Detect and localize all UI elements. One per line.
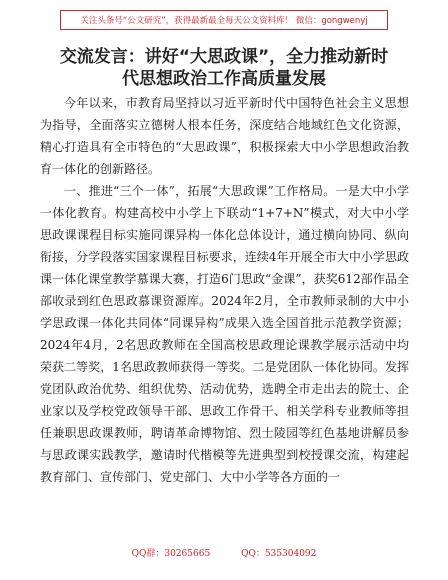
title-line-1: 交流发言：讲好“大思政课”，全力推动新时 (59, 47, 389, 67)
footer (0, 546, 448, 559)
paragraph: 一、推进“三个一体”，拓展“大思政课”工作格局。一是大中小学一体化教育。构建高校中小学上下联动“1+7+N”模式，对大中小学思政课课程目标实施同课异构一体化总体设计，通过横向协同、纵向衔接，分学段落实国家课程目标要求，连续4年开展全市大中小学思政课一体化课堂教学慕课大赛，打造6门思政“金课”，获奖612部作品全部收录到红色思政慕课资源库。2024年2月，全市教师录制的大中小学思政课一体化共同体“同课异构”成果入选全国首批示范教学资源；2024年4月，2名思政教师在全国高校思政理论课教学展示活动中均荣获二等奖，1名思政教师获得一等奖。二是党团队一体化协同。发挥党团队政治优势、组织优势、活动优势，选聘全市走出去的院士、企业家以及学校党政领导干部、思政工作骨干、相关学科专业教师等担任兼职思政课教师，聘请革命博物馆、烈士陵园等红色基地讲解员参与思政课实践教学，邀请时代楷模等先进典型到校授课交流，构建起教育部门、宣传部门、党史部门、大中小学等各方面的一 (40, 184, 409, 484)
paragraph: 今年以来，市教育局坚持以习近平新时代中国特色社会主义思想为指导，全面落实立德树人根本任务，深度结合地域红色文化资源，精心打造具有全市特色的“大思政课”，积极探索大中小学思想政治教育一体化的创新路径。 (40, 96, 409, 176)
qq-contact-text: QQ：535304092 (241, 549, 317, 559)
document-title (30, 46, 418, 90)
document-body (40, 92, 409, 488)
header-banner (60, 10, 388, 30)
qq-group-text: QQ群：30265665 (131, 549, 211, 559)
title-line-2: 代思想政治工作高质量发展 (122, 69, 326, 89)
banner-text: 关注头条号“公文研究”，获得最新最全每天公文资料库！ 微信：gongwenyj (80, 16, 368, 26)
